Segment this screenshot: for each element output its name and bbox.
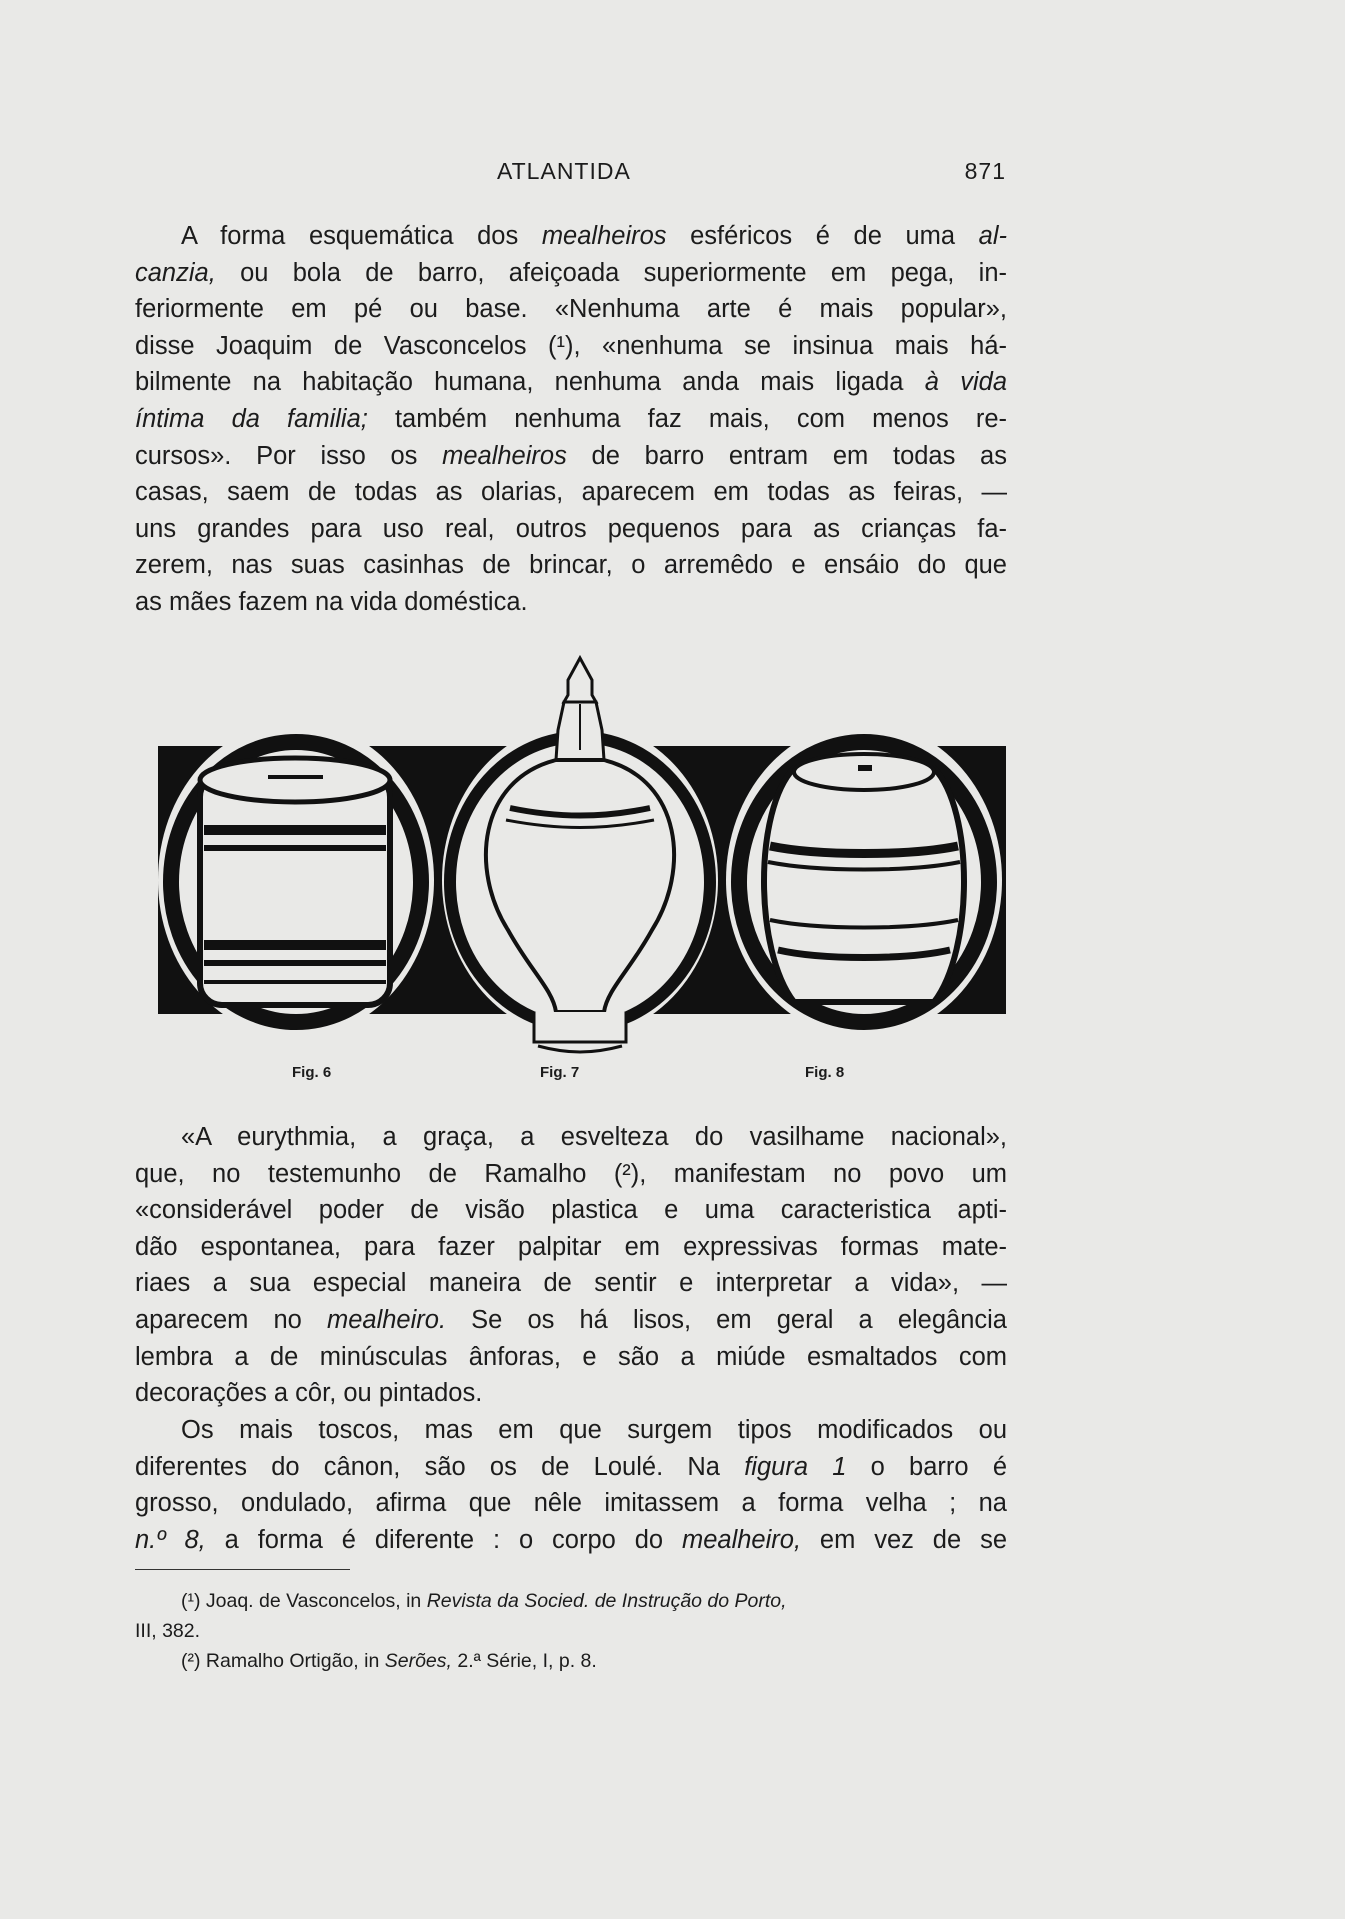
text-line: A forma esquemática dos mealheiros esféricos é de uma al- xyxy=(181,222,1007,250)
illustration-drawing xyxy=(158,650,1006,1060)
text-line: diferentes do cânon, são os de Loulé. Na figura 1 o barro é xyxy=(135,1452,1007,1481)
figure-captions xyxy=(0,1064,1345,1088)
footnote-1: (¹) Joaq. de Vasconcelos, in Revista da Socied. de Instrução do Porto, xyxy=(181,1590,787,1612)
text-line: riaes a sua especial maneira de sentir e interpretar a vida», — xyxy=(135,1269,1007,1298)
page-number: 871 xyxy=(964,158,1006,184)
paragraph-3 xyxy=(135,1412,1007,1558)
footnote-divider xyxy=(135,1569,350,1570)
text-line: grosso, ondulado, afirma que nêle imitassem a forma velha ; na xyxy=(135,1489,1007,1518)
text-line: uns grandes para uso real, outros pequenos para as crianças fa- xyxy=(135,514,1007,543)
fig8-barrel-jar xyxy=(764,754,964,1002)
text-line: casas, saem de todas as olarias, aparecem em todas as feiras, — xyxy=(135,478,1007,507)
caption-fig-6: Fig. 6 xyxy=(292,1064,332,1081)
text-line: as mães fazem na vida doméstica. xyxy=(135,587,528,616)
text-line: aparecem no mealheiro. Se os há lisos, em geral a elegância xyxy=(135,1305,1007,1334)
running-title: ATLANTIDA xyxy=(497,158,631,184)
italic-text: al- xyxy=(978,222,1007,250)
italic-text: íntima da familia; xyxy=(135,404,368,433)
italic-text: canzia, xyxy=(135,258,216,287)
text-line: decorações a côr, ou pintados. xyxy=(135,1379,483,1408)
italic-text: à vida xyxy=(924,368,1008,397)
italic-text: mealheiros xyxy=(541,222,667,250)
text-line: cursos». Por isso os mealheiros de barro entram em todas as xyxy=(135,441,1007,470)
footnotes xyxy=(135,1586,1007,1676)
text-line: zerem, nas suas casinhas de brincar, o arremêdo e ensáio do que xyxy=(135,551,1007,580)
footnote-2: (²) Ramalho Ortigão, in Serões, 2.ª Série, I, p. 8. xyxy=(181,1650,597,1672)
text-line: «A eurythmia, a graça, a esvelteza do vasilhame nacional», xyxy=(181,1123,1007,1151)
italic-text: mealheiros xyxy=(442,441,567,470)
text-line: bilmente na habitação humana, nenhuma anda mais ligada à vida xyxy=(135,368,1008,397)
caption-fig-8: Fig. 8 xyxy=(805,1064,845,1081)
text-line: Os mais toscos, mas em que surgem tipos modificados ou xyxy=(181,1416,1007,1444)
text-line: «considerável poder de visão plastica e uma caracteristica apti- xyxy=(135,1196,1007,1225)
italic-text: mealheiro, xyxy=(681,1525,802,1554)
footnote-1-continued: III, 382. xyxy=(135,1620,201,1642)
text-line: íntima da familia; também nenhuma faz mais, com menos re- xyxy=(135,404,1008,433)
italic-text: Revista da Socied. de Instrução do Porto, xyxy=(426,1590,787,1612)
italic-text: mealheiro. xyxy=(326,1305,447,1334)
italic-text: figura 1 xyxy=(744,1452,847,1481)
text-line: que, no testemunho de Ramalho (²), manifestam no povo um xyxy=(135,1159,1007,1188)
text-line: feriormente em pé ou base. «Nenhuma arte é mais popular», xyxy=(135,295,1007,324)
mealheiros-illustration xyxy=(158,650,1006,1060)
text-line: dão espontanea, para fazer palpitar em expressivas formas mate- xyxy=(135,1232,1007,1261)
running-head xyxy=(140,158,1006,192)
italic-text: n.º 8, xyxy=(135,1525,206,1554)
fig6-cylinder-jar xyxy=(200,758,390,1005)
text-line: n.º 8, a forma é diferente : o corpo do mealheiro, em vez de se xyxy=(135,1525,1007,1554)
paragraph-2 xyxy=(135,1119,1007,1412)
text-line: canzia, ou bola de barro, afeiçoada superiormente em pega, in- xyxy=(135,258,1007,287)
text-line: lembra a de minúsculas ânforas, e são a miúde esmaltados com xyxy=(135,1342,1007,1371)
paragraph-1 xyxy=(135,218,1007,621)
italic-text: Serões, xyxy=(384,1650,452,1672)
text-line: disse Joaquim de Vasconcelos (¹), «nenhuma se insinua mais há- xyxy=(135,331,1007,360)
caption-fig-7: Fig. 7 xyxy=(540,1064,580,1081)
